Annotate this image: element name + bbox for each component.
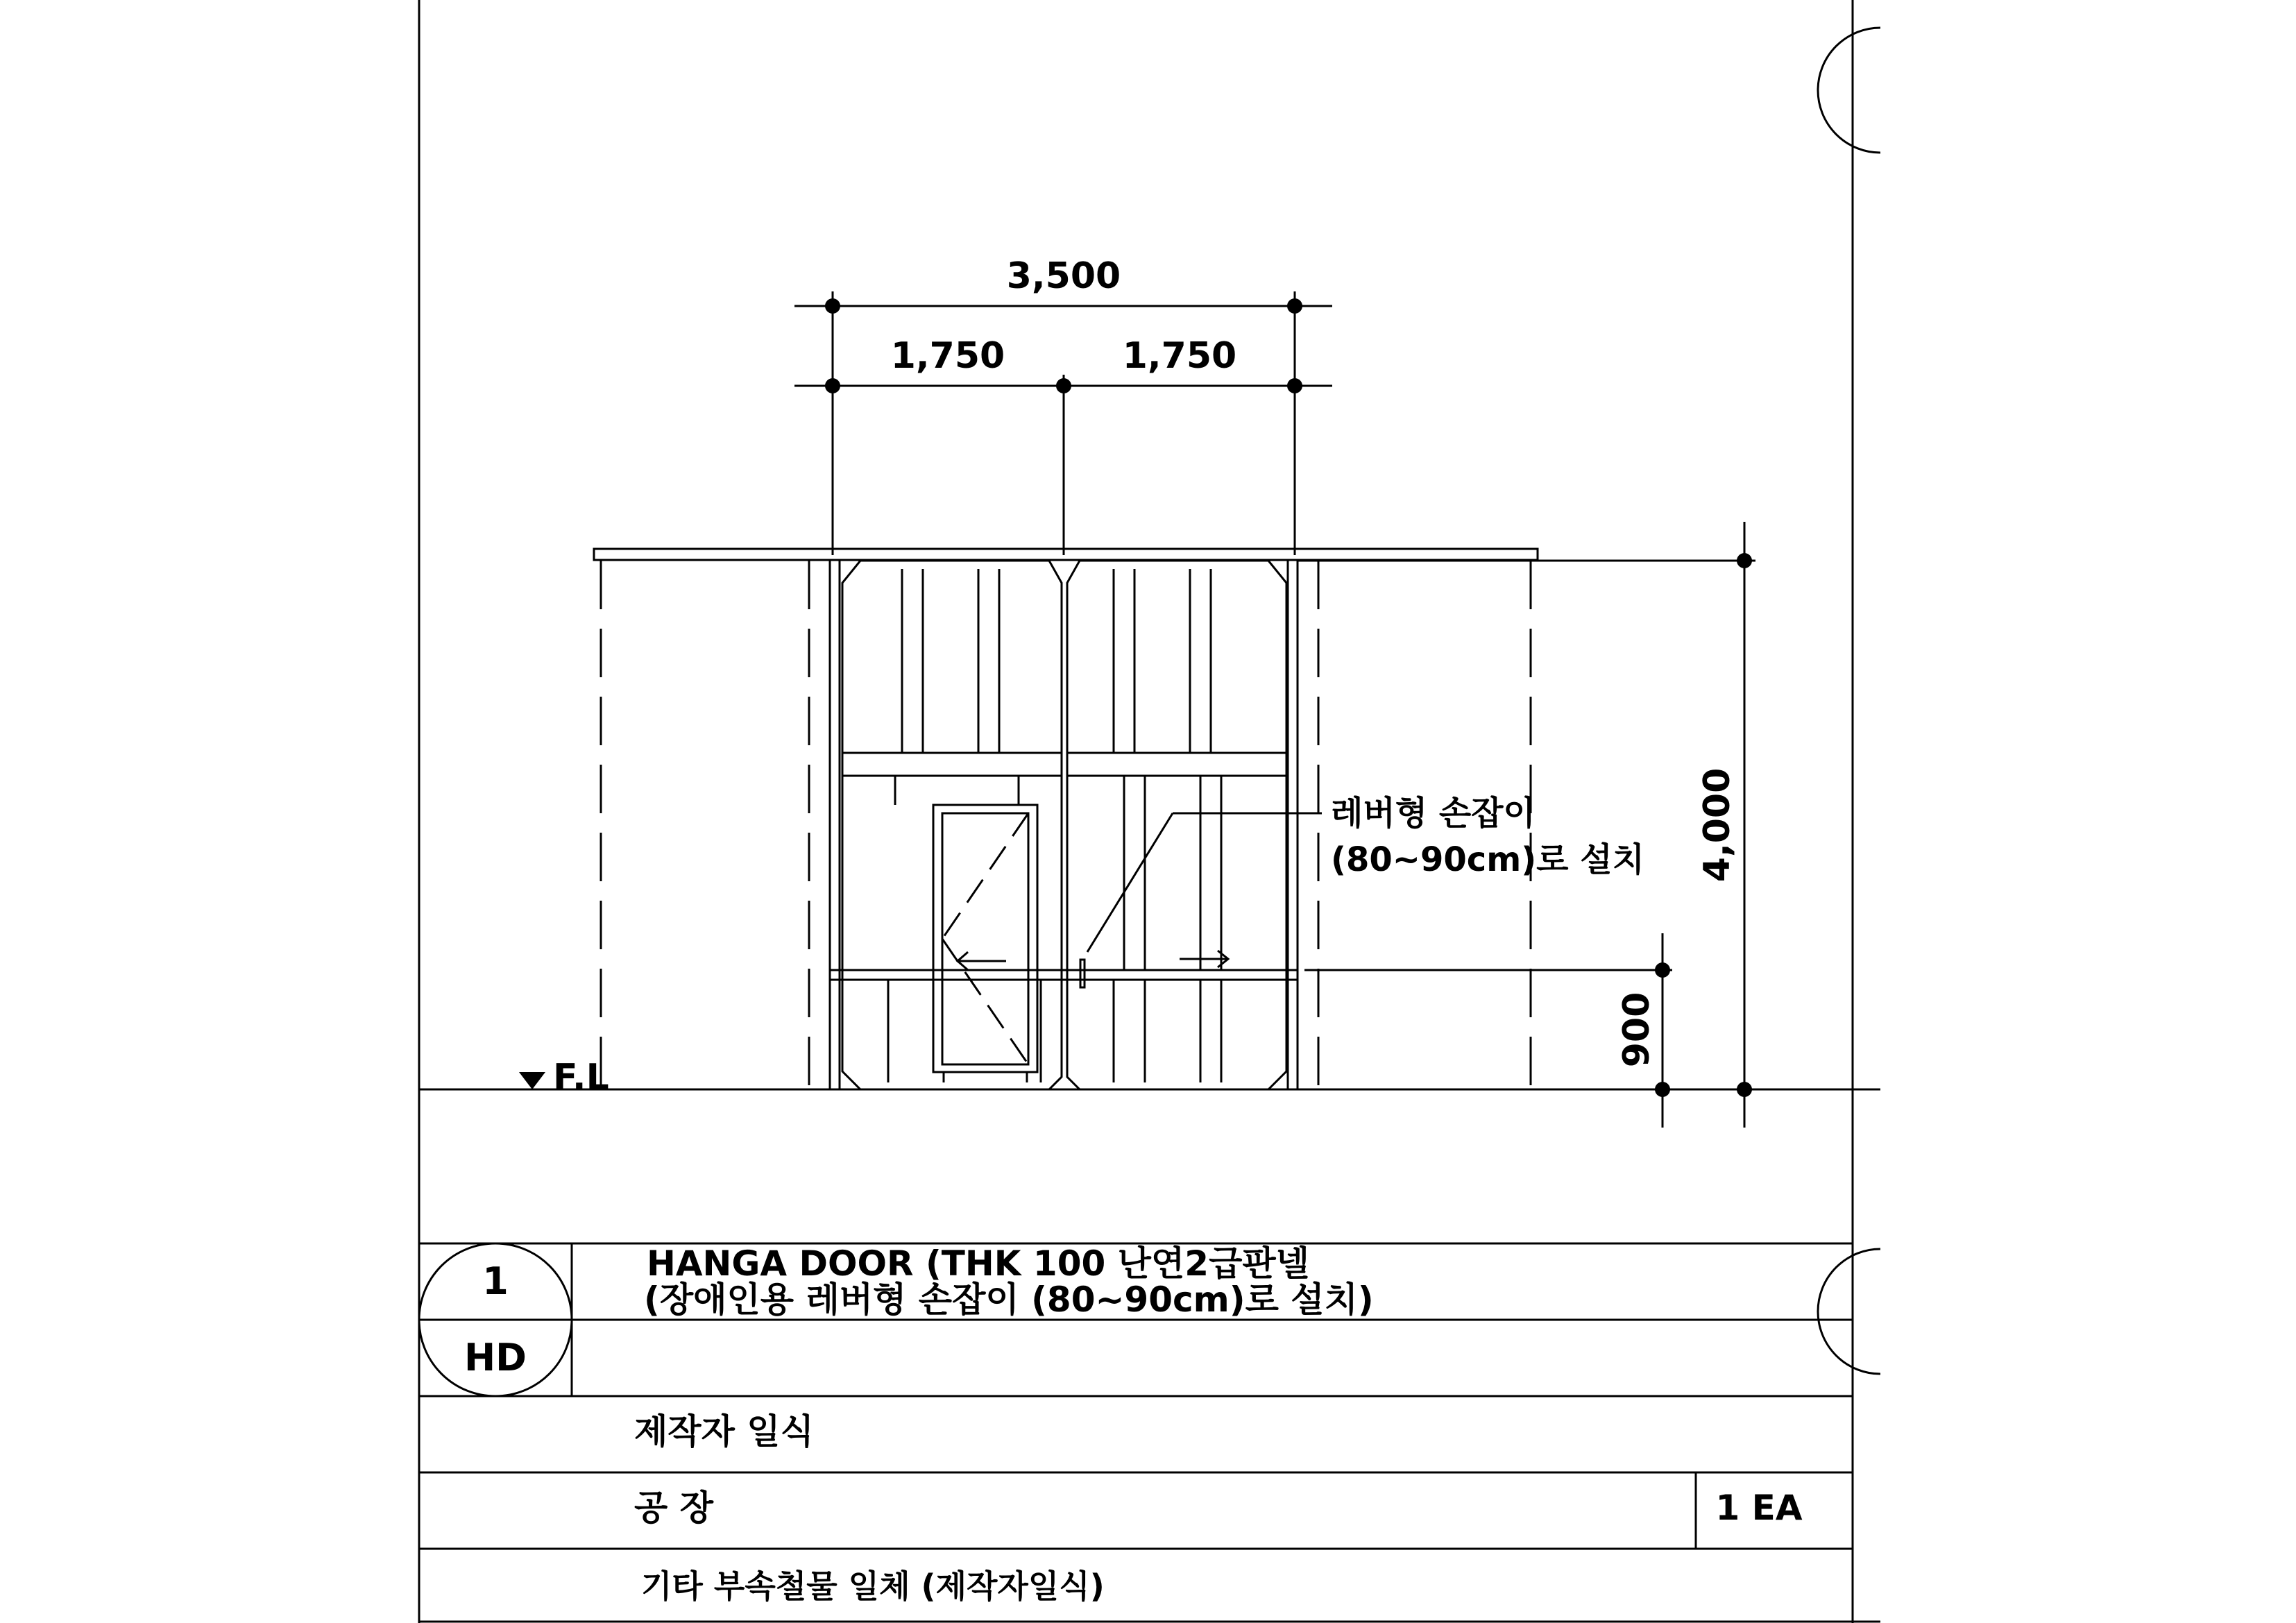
dim-left-leaf: 1,750 (890, 335, 1005, 377)
detail-code: HD (464, 1336, 527, 1379)
detail-number: 1 (482, 1259, 509, 1303)
floor-level-label: F.L (553, 1057, 609, 1098)
door-leaf-right (1067, 561, 1286, 1089)
top-dimensions (794, 291, 1332, 555)
location-text: 공 장 (634, 1488, 714, 1528)
dim-height: 4,000 (1697, 767, 1738, 883)
maker-text: 제작자 일식 (634, 1411, 814, 1452)
door-frame (830, 561, 1298, 1089)
wicket-door (933, 805, 1037, 1082)
dim-handle-height: 900 (1616, 992, 1658, 1068)
quantity-text: 1 EA (1715, 1488, 1803, 1528)
dim-right-leaf: 1,750 (1122, 335, 1237, 377)
door-header-bar (594, 549, 1538, 560)
handle-note-line2: (80~90cm)로 설치 (1331, 840, 1644, 879)
accessories-text: 기타 부속철물 일체 (제작자일식) (641, 1567, 1105, 1605)
handle-note-line1: 레버형 손잡이 (1331, 794, 1536, 833)
title-line1: HANGA DOOR (THK 100 난연2급판넬 (647, 1243, 1309, 1284)
dim-overall-width: 3,500 (1006, 255, 1121, 297)
sheet-frame (419, 0, 1880, 1623)
title-line2: (장애인용 레버형 손잡이 (80~90cm)로 설치) (644, 1280, 1374, 1320)
floor-level-marker-icon (519, 1072, 545, 1089)
